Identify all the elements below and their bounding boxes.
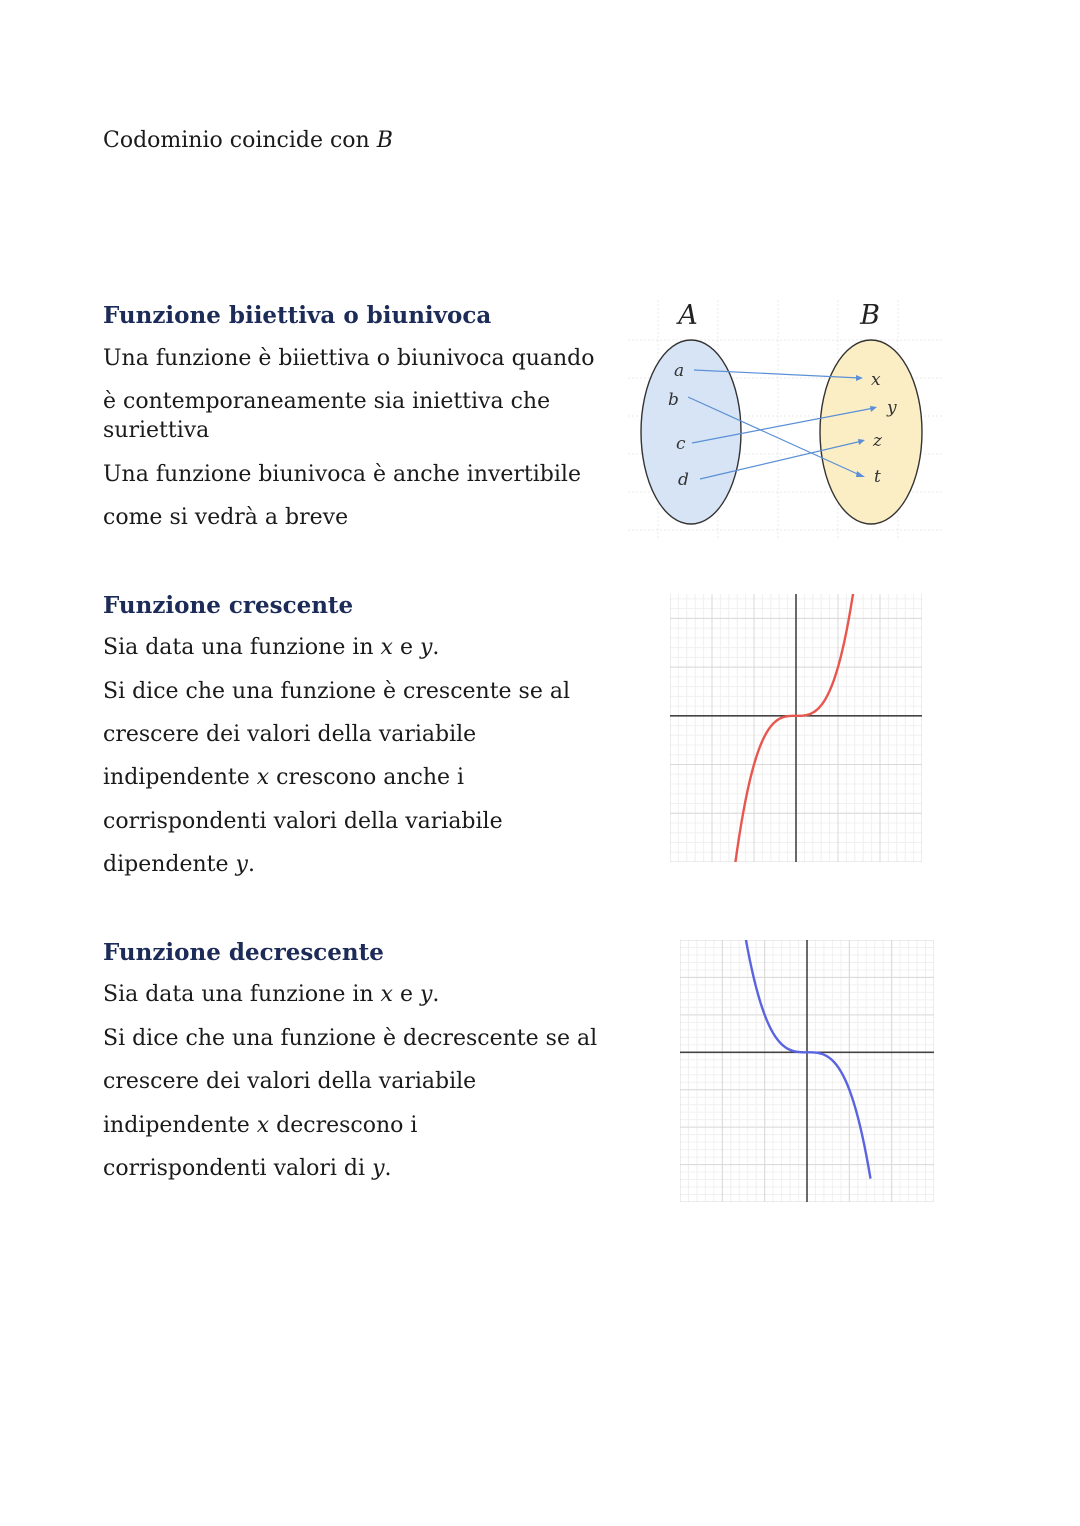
var-y: y: [235, 852, 248, 877]
decrescente-line5-text: corrispondenti valori di: [103, 1156, 373, 1181]
heading-crescente: Funzione crescente: [103, 592, 354, 619]
crescente-line6-text: dipendente: [103, 852, 236, 877]
element-c: c: [676, 434, 686, 454]
element-x: x: [871, 370, 881, 390]
var-y: y: [419, 982, 433, 1007]
decrescente-line1-text: Sia data una funzione in: [103, 982, 381, 1007]
decrescente-line3: crescere dei valori della variabile: [103, 1069, 477, 1094]
increasing-function-chart: [670, 594, 922, 862]
crescente-line2: Si dice che una funzione è crescente se al: [103, 679, 571, 704]
bijection-diagram: [628, 290, 944, 540]
decrescente-line4: [103, 1113, 417, 1139]
var-x: x: [380, 982, 393, 1007]
period: .: [432, 635, 440, 660]
element-d: d: [678, 470, 689, 490]
intro-line: [103, 128, 393, 154]
crescente-line4: [103, 765, 464, 791]
biiettiva-line5: come si vedrà a breve: [103, 505, 349, 530]
biiettiva-line1: Una funzione è biiettiva o biunivoca quando: [103, 346, 595, 371]
heading-decrescente: Funzione decrescente: [103, 939, 384, 966]
decrescente-line5: [103, 1156, 392, 1182]
conj-e: e: [392, 635, 420, 660]
decrescente-line4-tail: decrescono i: [269, 1113, 418, 1138]
set-b-ellipse: [820, 340, 922, 524]
conj-e: e: [392, 982, 420, 1007]
element-b: b: [668, 390, 679, 410]
crescente-line4-text: indipendente: [103, 765, 257, 790]
element-z: z: [873, 431, 882, 451]
element-a: a: [674, 361, 685, 381]
period: .: [247, 852, 255, 877]
biiettiva-line4: Una funzione biunivoca è anche invertibile: [103, 462, 581, 487]
crescente-line6: [103, 852, 255, 878]
period: .: [432, 982, 440, 1007]
var-x: x: [256, 765, 270, 790]
decrescente-line1: [103, 982, 439, 1008]
decreasing-function-chart: [680, 940, 934, 1202]
crescente-line3: crescere dei valori della variabile: [103, 722, 477, 747]
crescente-line4-tail: crescono anche i: [269, 765, 465, 790]
decrescente-line4-text: indipendente: [103, 1113, 257, 1138]
biiettiva-line2: è contemporaneamente sia iniettiva che: [103, 389, 551, 414]
var-y: y: [419, 635, 433, 660]
set-b-label: B: [860, 300, 880, 331]
intro-text: Codominio coincide con: [103, 128, 377, 153]
var-x: x: [380, 635, 393, 660]
heading-biiettiva: Funzione biiettiva o biunivoca: [103, 302, 492, 329]
element-y: y: [887, 398, 897, 418]
period: .: [384, 1156, 392, 1181]
biiettiva-line3: suriettiva: [103, 418, 210, 443]
crescente-line1-text: Sia data una funzione in: [103, 635, 381, 660]
crescente-line1: [103, 635, 439, 661]
intro-var: B: [376, 128, 393, 153]
element-t: t: [874, 467, 881, 487]
decrescente-line2: Si dice che una funzione è decrescente se al: [103, 1026, 598, 1051]
crescente-line5: corrispondenti valori della variabile: [103, 809, 503, 834]
set-a-ellipse: [641, 340, 741, 524]
var-x: x: [256, 1113, 270, 1138]
var-y: y: [372, 1156, 385, 1181]
set-a-label: A: [678, 300, 698, 331]
